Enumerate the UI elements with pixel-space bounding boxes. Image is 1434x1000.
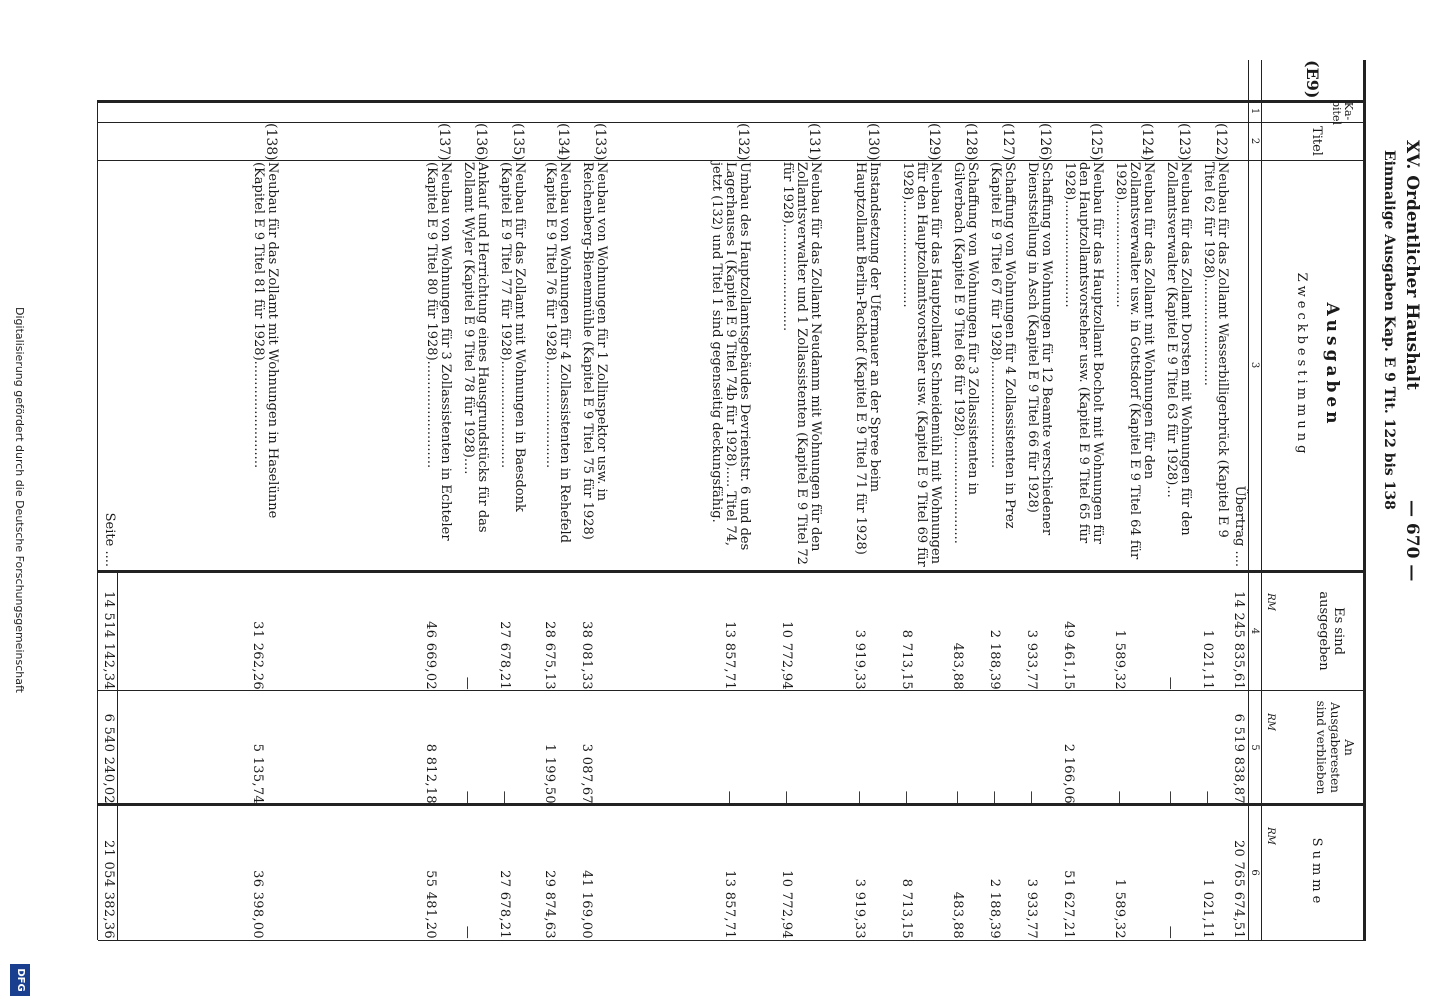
uebertrag-summe: 20 765 674,51 bbox=[1231, 839, 1246, 939]
row-titel: (129) bbox=[926, 123, 942, 161]
left-rule bbox=[98, 100, 1366, 103]
row-text: Neubau für das Hauptzollamt Bocholt mit Wohnungen für den Hauptzollamtsvorsteher usw. (Kapitel E 9 Titel 65 für 1928).......................... bbox=[1062, 162, 1105, 544]
seite-top-rule bbox=[117, 572, 118, 940]
row-text: Neubau für das Zollamt Wasserbilligerbrück (Kapitel E 9 Titel 62 für 1928).......................... bbox=[1201, 162, 1230, 538]
row-verblieben: — bbox=[497, 790, 512, 804]
row-summe: 1 021,11 bbox=[1200, 878, 1215, 939]
row-ausgegeben: 49 461,15 bbox=[1061, 621, 1076, 690]
row-titel: (137) bbox=[436, 123, 452, 161]
column-number-3: 3 bbox=[1249, 361, 1260, 369]
digitization-credit: Digitalisierung gefördert durch die Deutsche Forschungsgemeinschaft bbox=[13, 307, 26, 693]
column-number-rule bbox=[1261, 60, 1262, 940]
row-text: Neubau für das Zollamt Neudamm mit Wohnungen für den Zollamtsverwalter und 1 Zollassistenten (Kapitel E 9 Titel 72 für 1928).......................... bbox=[780, 162, 823, 565]
row-titel: (122) bbox=[1213, 123, 1229, 161]
row-ausgegeben: 31 262,26 bbox=[250, 621, 265, 690]
row-ausgegeben: 483,88 bbox=[950, 642, 965, 690]
column-number-5: 5 bbox=[1249, 744, 1260, 751]
row-text: Umbau des Hauptzollamtsgebäudes Devrientstr. 6 und des Lagerhauses I (Kapitel E 9 Titel 74b für 1928)..... Titel 74, jetzt (132) und Titel 1 sind gegenseitig deckungsfähig. bbox=[709, 162, 752, 551]
row-titel: (128) bbox=[963, 123, 979, 161]
row-verblieben: — bbox=[1200, 790, 1215, 804]
table-bottom-rule bbox=[97, 100, 98, 940]
row-verblieben: 2 166,06 bbox=[1061, 743, 1076, 804]
row-verblieben: — bbox=[899, 790, 914, 804]
row-ausgegeben: 8 713,15 bbox=[899, 629, 914, 690]
unit-col5: RM bbox=[1265, 713, 1276, 731]
header-verblieben: An Ausgaberesten sind verblieben bbox=[1314, 700, 1356, 795]
row-ausgegeben: — bbox=[1163, 676, 1178, 690]
row-verblieben: — bbox=[722, 790, 737, 804]
column-number-2: 2 bbox=[1249, 137, 1260, 145]
row-text: Schaffung von Wohnungen für 3 Zollassistenten in Gilverbach (Kapitel E 9 Titel 68 für 1928).......................... bbox=[951, 162, 980, 544]
dfg-logo: DFG bbox=[10, 964, 30, 996]
row-ausgegeben: 27 678,21 bbox=[497, 621, 512, 690]
header-ausgaben: Ausgaben bbox=[1322, 302, 1342, 428]
row-text: Neubau für das Hauptzollamt Schneidemühl mit Wohnungen für den Hauptzollamtsvorsteher usw. (Kapitel E 9 Titel 69 für 1928).......................... bbox=[900, 162, 943, 567]
row-text: Neubau für das Zollamt mit Wohnungen in Haselünne (Kapitel E 9 Titel 81 für 1928).......................... bbox=[251, 162, 280, 519]
row-ausgegeben: 3 933,77 bbox=[1024, 629, 1039, 690]
row-verblieben: 5 135,74 bbox=[250, 743, 265, 804]
row-summe: 483,88 bbox=[950, 891, 965, 939]
row-text: Schaffung von Wohnungen für 4 Zollassistenten in Prez (Kapitel E 9 Titel 67 für 1928).......................... bbox=[988, 162, 1017, 529]
row-summe: 3 933,77 bbox=[1024, 878, 1039, 939]
row-ausgegeben: 38 081,33 bbox=[579, 621, 594, 690]
row-text: Ankauf und Herrichtung eines Hausgrundstücks für das Zollamt Wyler (Kapitel E 9 Titel 78 für 1928).... bbox=[461, 162, 490, 533]
row-summe: 1 589,32 bbox=[1112, 878, 1127, 939]
row-verblieben: — bbox=[852, 790, 867, 804]
table-top-rule bbox=[1363, 60, 1366, 940]
row-titel: (130) bbox=[865, 123, 881, 161]
right-rule bbox=[98, 940, 1366, 941]
row-ausgegeben: 28 675,13 bbox=[542, 621, 557, 690]
row-verblieben: — bbox=[1112, 790, 1127, 804]
row-titel: (133) bbox=[592, 123, 608, 161]
uebertrag-verblieben: 6 519 838,87 bbox=[1231, 713, 1246, 804]
header-zweckbestimmung: Zweckbestimmung bbox=[1294, 272, 1309, 458]
row-verblieben: — bbox=[987, 790, 1002, 804]
row-titel: (132) bbox=[735, 123, 751, 161]
header-summe: Summe bbox=[1309, 837, 1324, 908]
row-text: Neubau von Wohnungen für 1 Zollinspektor usw. in Reichenberg-Bienenmühle (Kapitel E 9 Titel 75 für 1928) bbox=[580, 162, 609, 540]
row-text: Neubau für das Zollamt Dorsten mit Wohnungen für den Zollamtsverwalter (Kapitel E 9 Titel 63 für 1928)... bbox=[1164, 162, 1193, 536]
row-verblieben: — bbox=[779, 790, 794, 804]
kapitel-code: (E9) bbox=[1303, 60, 1322, 99]
row-verblieben: 8 812,18 bbox=[423, 743, 438, 804]
row-ausgegeben: 10 772,94 bbox=[779, 621, 794, 690]
row-ausgegeben: 13 857,71 bbox=[722, 621, 737, 690]
row-ausgegeben: 1 589,32 bbox=[1112, 629, 1127, 690]
row-text: Neubau für das Zollamt mit Wohnungen für den Zollamtsverwalter usw. in Gottsdorf (Kapitel E 9 Titel 64 für 1928).......................... bbox=[1113, 162, 1156, 560]
uebertrag-ausgegeben: 14 245 835,61 bbox=[1231, 590, 1246, 690]
header-titel: Titel bbox=[1309, 126, 1324, 156]
header-ausgegeben: Es sind ausgegeben bbox=[1316, 591, 1346, 671]
column-number-6: 6 bbox=[1249, 869, 1260, 876]
row-titel: (127) bbox=[1000, 123, 1016, 161]
header-kapitel: Ka-pitel bbox=[1330, 100, 1355, 126]
row-summe: 13 857,71 bbox=[722, 870, 737, 939]
seite-ausgegeben: 14 514 142,34 bbox=[101, 590, 116, 690]
row-titel: (126) bbox=[1037, 123, 1053, 161]
row-ausgegeben: 2 188,39 bbox=[987, 629, 1002, 690]
divider-col4 bbox=[98, 690, 1366, 691]
page-subtitle: Einmalige Ausgaben Kap. E 9 Tit. 122 bis 138 bbox=[1381, 150, 1397, 510]
row-text: Neubau von Wohnungen für 3 Zollassistenten in Echteler (Kapitel E 9 Titel 80 für 1928).......................... bbox=[424, 162, 453, 541]
row-titel: (124) bbox=[1139, 123, 1155, 161]
row-summe: 36 398,00 bbox=[250, 870, 265, 939]
row-titel: (138) bbox=[263, 123, 279, 161]
row-titel: (123) bbox=[1176, 123, 1192, 161]
row-summe: 29 874,63 bbox=[542, 870, 557, 939]
row-ausgegeben: 3 919,33 bbox=[852, 629, 867, 690]
page-number: — 670 — bbox=[1402, 500, 1422, 582]
unit-col6: RM bbox=[1265, 827, 1276, 845]
row-summe: — bbox=[1163, 925, 1178, 939]
row-verblieben: — bbox=[950, 790, 965, 804]
row-summe: 2 188,39 bbox=[987, 878, 1002, 939]
seite-label: Seite .... bbox=[102, 512, 117, 567]
unit-col4: RM bbox=[1265, 593, 1276, 611]
row-titel: (135) bbox=[510, 123, 526, 161]
row-text: Schaffung von Wohnungen für 12 Beamte verschiedener Dienststellung in Asch (Kapitel E 9 Titel 66 für 1928) bbox=[1025, 162, 1054, 536]
row-titel: (125) bbox=[1088, 123, 1104, 161]
row-summe: 51 627,21 bbox=[1061, 870, 1076, 939]
row-titel: (134) bbox=[555, 123, 571, 161]
row-text: Neubau von Wohnungen für 4 Zollassistenten in Rehefeld (Kapitel E 9 Titel 76 für 1928).......................... bbox=[543, 162, 572, 543]
row-verblieben: — bbox=[1163, 790, 1178, 804]
column-number-1: 1 bbox=[1249, 107, 1260, 115]
row-titel: (131) bbox=[806, 123, 822, 161]
row-summe: 8 713,15 bbox=[899, 878, 914, 939]
row-summe: 41 169,00 bbox=[579, 870, 594, 939]
column-number-4: 4 bbox=[1249, 627, 1260, 635]
seite-summe: 21 054 382,36 bbox=[101, 839, 116, 939]
row-summe: 55 481,20 bbox=[423, 870, 438, 939]
seite-verblieben: 6 540 240,02 bbox=[101, 713, 116, 804]
row-summe: — bbox=[460, 925, 475, 939]
row-ausgegeben: 1 021,11 bbox=[1200, 629, 1215, 690]
row-text: Instandsetzung der Ufermauer an der Spree beim Hauptzollamt Berlin-Packhof (Kapitel E 9 Titel 71 für 1928) bbox=[853, 162, 882, 555]
row-ausgegeben: 46 669,02 bbox=[423, 621, 438, 690]
uebertrag-label: Übertrag .... bbox=[1232, 485, 1247, 567]
row-summe: 27 678,21 bbox=[497, 870, 512, 939]
row-ausgegeben: — bbox=[460, 676, 475, 690]
row-summe: 10 772,94 bbox=[779, 870, 794, 939]
row-verblieben: 1 199,50 bbox=[542, 743, 557, 804]
section-title: XV. Ordentlicher Haushalt bbox=[1402, 140, 1422, 390]
row-text: Neubau für das Zollamt mit Wohnungen in Baesdonk (Kapitel E 9 Titel 77 für 1928).......................... bbox=[498, 162, 527, 512]
row-verblieben: 3 087,67 bbox=[579, 743, 594, 804]
row-verblieben: — bbox=[460, 790, 475, 804]
row-summe: 3 919,33 bbox=[852, 878, 867, 939]
row-titel: (136) bbox=[473, 123, 489, 161]
row-verblieben: — bbox=[1024, 790, 1039, 804]
